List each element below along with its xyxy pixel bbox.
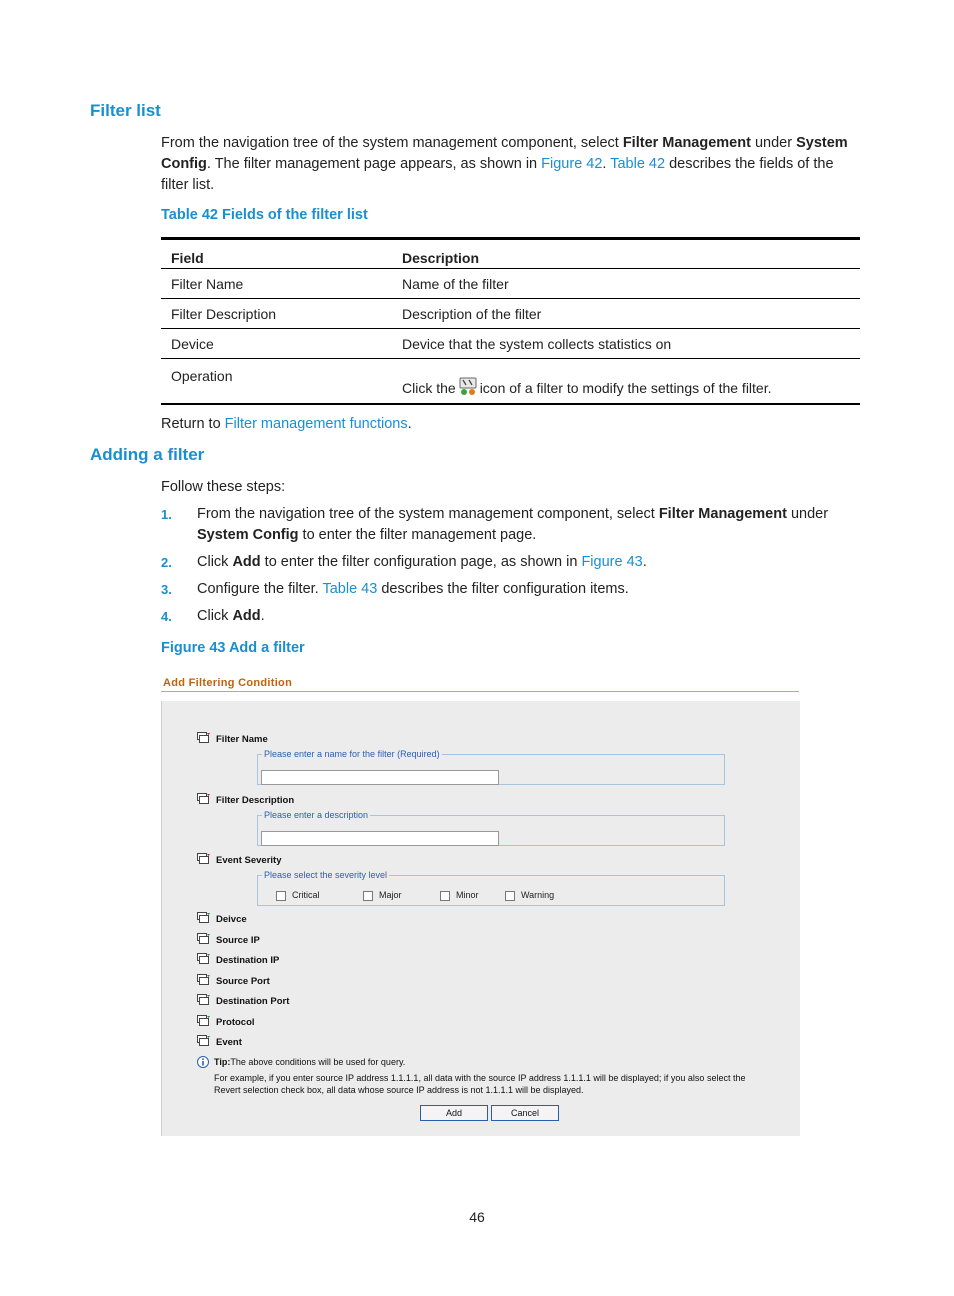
header-description: Description bbox=[392, 239, 860, 269]
expand-condition-icon bbox=[197, 933, 211, 945]
severity-minor-checkbox[interactable] bbox=[440, 891, 450, 901]
severity-minor-label: Minor bbox=[456, 890, 479, 900]
modify-icon bbox=[459, 377, 477, 397]
cell-field: Filter Description bbox=[161, 299, 392, 329]
filter-description-legend: Please enter a description bbox=[264, 810, 369, 820]
severity-fieldset bbox=[257, 870, 725, 906]
list-item: 1. From the navigation tree of the system management component, select Filter Management under System Config to enter the filter management page. bbox=[161, 506, 829, 543]
expand-condition-icon bbox=[197, 953, 211, 965]
table-43-link[interactable]: Table 43 bbox=[322, 581, 378, 597]
expand-condition-icon bbox=[197, 974, 211, 986]
cell-description: Description of the filter bbox=[392, 299, 860, 329]
severity-legend: Please select the severity level bbox=[264, 870, 388, 880]
filter-name-legend: Please enter a name for the filter (Required) bbox=[264, 749, 440, 759]
table-header-row bbox=[161, 239, 860, 269]
expand-condition-icon bbox=[197, 912, 211, 924]
cell-field: Device bbox=[161, 329, 392, 359]
figure-title: Add Filtering Condition bbox=[163, 677, 293, 689]
list-item: 4. Click Add. bbox=[161, 608, 265, 624]
filter-name-fieldset bbox=[257, 749, 725, 785]
cell-description: Name of the filter bbox=[392, 269, 860, 299]
collapse-condition-icon bbox=[197, 732, 211, 744]
cancel-button[interactable]: Cancel bbox=[491, 1105, 559, 1121]
page-number: 46 bbox=[469, 1209, 485, 1225]
list-item: 2. Click Add to enter the filter configuration page, as shown in Figure 43. bbox=[161, 554, 647, 570]
steps-list bbox=[161, 504, 864, 633]
table-row bbox=[161, 329, 860, 359]
cell-description: Click the icon of a filter to modify the settings of the filter. bbox=[392, 359, 860, 405]
expand-condition-icon bbox=[197, 1035, 211, 1047]
table-42-link[interactable]: Table 42 bbox=[610, 156, 666, 172]
filter-name-input[interactable] bbox=[261, 770, 499, 785]
table-42-caption: Table 42 Fields of the filter list bbox=[161, 207, 368, 223]
severity-critical-checkbox[interactable] bbox=[276, 891, 286, 901]
return-line: Return to Filter management functions. bbox=[161, 416, 412, 432]
add-filter-panel: Filter Name Please enter a name for the filter (Required) Filter Description Please enter a description Event Severity Please select the severity level Critical Major Minor Warning Deivce Source IP Destination IP Source Port Destination Port Protocol Event Tip:The above conditions will be used for query. For example, if you enter source IP address 1.1.1.1, all data with the source IP address 1.1.1.1 will be displayed; if you also select the Revert selection check box, all data whose source IP address is not 1.1.1.1 will be displayed. Add Cancel bbox=[161, 701, 800, 1136]
cell-field: Operation bbox=[161, 359, 392, 405]
tip-text: The above conditions will be used for query. bbox=[230, 1057, 406, 1067]
tip-example-line-1: For example, if you enter source IP address 1.1.1.1, all data with the source IP address 1.1.1.1 will be displayed; if you also select the bbox=[214, 1073, 746, 1083]
collapse-condition-icon bbox=[197, 853, 211, 865]
tip-example-line-2: Revert selection check box, all data whose source IP address is not 1.1.1.1 will be displayed. bbox=[214, 1085, 584, 1095]
figure-title-divider bbox=[161, 691, 799, 692]
info-icon bbox=[197, 1056, 209, 1070]
table-row bbox=[161, 269, 860, 299]
severity-major-checkbox[interactable] bbox=[363, 891, 373, 901]
filter-description-fieldset bbox=[257, 810, 725, 846]
section-heading-filter-list: Filter list bbox=[90, 101, 161, 120]
figure-43-caption: Figure 43 Add a filter bbox=[161, 640, 305, 656]
section-heading-adding-filter: Adding a filter bbox=[90, 445, 205, 464]
severity-warning-label: Warning bbox=[521, 890, 555, 900]
table-row bbox=[161, 359, 860, 405]
expand-condition-icon bbox=[197, 1015, 211, 1027]
figure-43-link[interactable]: Figure 43 bbox=[581, 554, 643, 570]
follow-steps: Follow these steps: bbox=[161, 479, 286, 495]
filter-management-functions-link[interactable]: Filter management functions bbox=[224, 416, 408, 432]
filter-list-intro: From the navigation tree of the system management component, select Filter Management under System Config. The filter management page appears, as shown in Figure 42. Table 42 describes the fields of the filter list. bbox=[161, 135, 848, 193]
tip-label: Tip: bbox=[214, 1057, 231, 1067]
cell-field: Filter Name bbox=[161, 269, 392, 299]
expand-condition-icon bbox=[197, 994, 211, 1006]
collapse-condition-icon bbox=[197, 793, 211, 805]
cell-description: Device that the system collects statistics on bbox=[392, 329, 860, 359]
header-field: Field bbox=[161, 239, 392, 269]
figure-42-link[interactable]: Figure 42 bbox=[541, 156, 603, 172]
severity-major-label: Major bbox=[379, 890, 402, 900]
list-item: 3. Configure the filter. Table 43 describes the filter configuration items. bbox=[161, 581, 629, 597]
severity-warning-checkbox[interactable] bbox=[505, 891, 515, 901]
severity-critical-label: Critical bbox=[292, 890, 320, 900]
fields-table bbox=[161, 237, 860, 405]
table-row bbox=[161, 299, 860, 329]
filter-description-input[interactable] bbox=[261, 831, 499, 846]
add-button[interactable]: Add bbox=[420, 1105, 488, 1121]
